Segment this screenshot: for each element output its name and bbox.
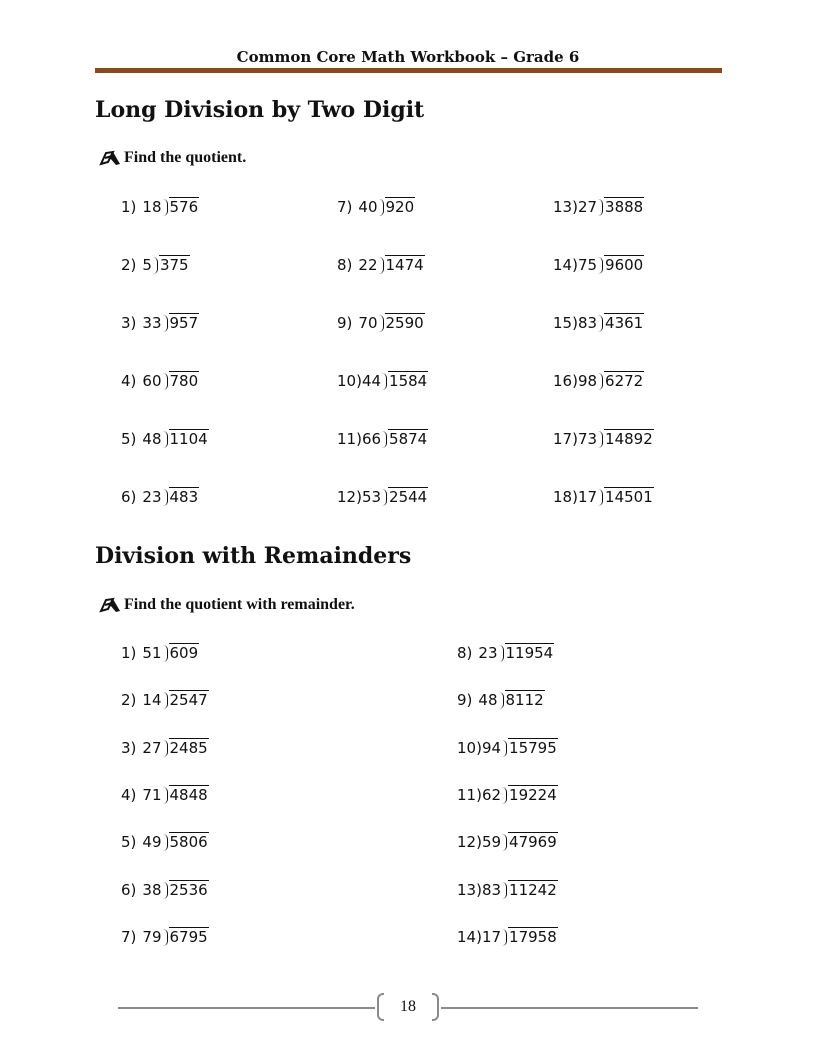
- divisor: 98: [577, 372, 598, 390]
- divisor: 59: [481, 833, 502, 852]
- dividend: 9600: [605, 256, 644, 274]
- divisor: 38: [142, 880, 162, 899]
- division-bracket: [163, 199, 168, 216]
- division-bracket: [163, 645, 168, 662]
- divisor: 44: [361, 372, 382, 390]
- problem-number: 7): [121, 927, 137, 946]
- division-problem: [553, 429, 654, 448]
- division-bracket: [153, 257, 158, 274]
- division-bracket: [163, 882, 168, 899]
- division-bracket: [598, 199, 603, 216]
- division-bracket: [379, 315, 384, 332]
- dividend: 4848: [169, 785, 208, 804]
- instruction-remainders: [99, 596, 355, 614]
- problem-number: 8): [457, 644, 473, 662]
- dividend: 11954: [505, 644, 554, 662]
- dividend: 2547: [169, 691, 208, 710]
- section-title-remainders: Division with Remainders: [95, 543, 412, 569]
- divisor: 22: [358, 256, 378, 274]
- division-problem: [553, 371, 644, 390]
- divisor: 83: [577, 314, 598, 332]
- instruction-long-division: [99, 149, 246, 167]
- division-problem: [337, 371, 428, 390]
- division-problem: [337, 429, 428, 448]
- header-divider: [95, 68, 722, 73]
- division-problem: [553, 313, 644, 332]
- problem-number: 11): [457, 785, 482, 804]
- division-bracket: [502, 834, 507, 851]
- footer-brace-right: [432, 993, 439, 1021]
- problem-number: 4): [121, 785, 137, 804]
- divisor: 75: [577, 256, 598, 274]
- problem-number: 3): [121, 738, 137, 757]
- division-bracket: [598, 373, 603, 390]
- division-problem: [457, 643, 554, 662]
- divisor: 48: [478, 691, 498, 710]
- footer-rule-left: [118, 1007, 375, 1009]
- footer-rule-right: [441, 1007, 698, 1009]
- problem-number: 12): [337, 488, 362, 506]
- dividend: 780: [169, 372, 199, 390]
- division-bracket: [502, 882, 507, 899]
- division-problem: [337, 197, 415, 216]
- instruction-text: Find the quotient.: [124, 149, 247, 166]
- dividend: 15795: [509, 738, 557, 757]
- divisor: 27: [577, 198, 598, 216]
- page-number: 18: [400, 998, 416, 1015]
- dividend: 2485: [169, 738, 208, 757]
- division-problem: [337, 255, 425, 274]
- division-bracket: [598, 431, 603, 448]
- problem-number: 15): [553, 314, 578, 332]
- division-bracket: [499, 645, 504, 662]
- dividend: 6795: [169, 927, 208, 946]
- problem-number: 10): [457, 738, 482, 757]
- dividend: 3888: [605, 198, 644, 216]
- problem-number: 8): [337, 256, 353, 274]
- workbook-header-title: Common Core Math Workbook – Grade 6: [236, 48, 580, 66]
- dividend: 576: [169, 198, 199, 216]
- problem-number: 13): [457, 880, 482, 899]
- divisor: 71: [142, 785, 162, 804]
- divisor: 48: [142, 430, 162, 448]
- dividend: 47969: [509, 833, 557, 852]
- division-bracket: [163, 834, 168, 851]
- instruction-text: Find the quotient with remainder.: [124, 596, 355, 613]
- division-problem: [457, 690, 545, 709]
- dividend: 375: [159, 256, 189, 274]
- problem-number: 5): [121, 833, 137, 852]
- dividend: 920: [385, 198, 415, 216]
- problem-number: 18): [553, 488, 578, 506]
- division-bracket: [163, 787, 168, 804]
- division-problem: [553, 197, 644, 216]
- divisor: 62: [481, 785, 502, 804]
- divisor: 17: [481, 927, 502, 946]
- division-problem: [121, 738, 209, 757]
- problem-number: 5): [121, 430, 137, 448]
- problem-number: 4): [121, 372, 137, 390]
- division-bracket: [163, 929, 168, 946]
- division-bracket: [499, 692, 504, 709]
- dividend: 1104: [169, 430, 208, 448]
- division-bracket: [163, 431, 168, 448]
- division-problem: [121, 371, 199, 390]
- division-problem: [121, 785, 209, 804]
- problem-number: 17): [553, 430, 578, 448]
- dividend: 1584: [389, 372, 428, 390]
- division-problem: [121, 832, 209, 851]
- problem-number: 11): [337, 430, 362, 448]
- division-problem: [121, 927, 209, 946]
- division-problem: [121, 197, 199, 216]
- problem-number: 7): [337, 198, 353, 216]
- dividend: 8112: [505, 691, 544, 710]
- division-bracket: [598, 489, 603, 506]
- problem-number: 14): [553, 256, 578, 274]
- dividend: 19224: [509, 785, 557, 804]
- problem-number: 9): [457, 691, 473, 710]
- footer-brace-left: [377, 993, 384, 1021]
- division-bracket: [163, 373, 168, 390]
- division-problem: [457, 927, 558, 946]
- division-bracket: [598, 315, 603, 332]
- division-bracket: [382, 431, 387, 448]
- dividend: 14501: [605, 488, 653, 506]
- division-problem: [337, 313, 425, 332]
- divisor: 40: [358, 198, 378, 216]
- division-bracket: [379, 199, 384, 216]
- division-bracket: [502, 929, 507, 946]
- divisor: 66: [361, 430, 382, 448]
- division-problem: [121, 255, 190, 274]
- division-bracket: [382, 489, 387, 506]
- divisor: 51: [142, 644, 162, 662]
- problem-number: 13): [553, 198, 578, 216]
- division-bracket: [163, 489, 168, 506]
- dividend: 5806: [169, 833, 208, 852]
- divisor: 27: [142, 738, 162, 757]
- dividend: 17958: [509, 927, 557, 946]
- divisor: 53: [361, 488, 382, 506]
- dividend: 2536: [169, 880, 208, 899]
- division-problem: [457, 738, 558, 757]
- divisor: 17: [577, 488, 598, 506]
- dividend: 2544: [389, 488, 428, 506]
- dividend: 1474: [385, 256, 424, 274]
- problem-number: 3): [121, 314, 137, 332]
- division-problem: [121, 643, 199, 662]
- problem-number: 6): [121, 880, 137, 899]
- dividend: 609: [169, 644, 199, 662]
- division-bracket: [502, 787, 507, 804]
- problem-number: 9): [337, 314, 353, 332]
- division-bracket: [163, 692, 168, 709]
- division-problem: [121, 690, 209, 709]
- pencil-icon: [99, 149, 123, 167]
- division-problem: [337, 487, 428, 506]
- dividend: 4361: [605, 314, 644, 332]
- division-problem: [553, 255, 644, 274]
- division-bracket: [163, 315, 168, 332]
- division-problem: [121, 313, 199, 332]
- divisor: 18: [142, 198, 162, 216]
- problem-number: 1): [121, 198, 137, 216]
- division-problem: [457, 880, 558, 899]
- divisor: 79: [142, 927, 162, 946]
- dividend: 957: [169, 314, 199, 332]
- dividend: 14892: [605, 430, 653, 448]
- divisor: 23: [142, 488, 162, 506]
- dividend: 6272: [605, 372, 644, 390]
- division-bracket: [598, 257, 603, 274]
- division-problem: [121, 429, 209, 448]
- division-bracket: [163, 740, 168, 757]
- problem-number: 6): [121, 488, 137, 506]
- division-problem: [553, 487, 654, 506]
- divisor: 5: [142, 256, 152, 274]
- divisor: 94: [481, 738, 502, 757]
- dividend: 2590: [385, 314, 424, 332]
- division-bracket: [382, 373, 387, 390]
- problem-number: 14): [457, 927, 482, 946]
- dividend: 483: [169, 488, 199, 506]
- problem-number: 12): [457, 833, 482, 852]
- pencil-icon: [99, 596, 123, 614]
- divisor: 83: [481, 880, 502, 899]
- problem-number: 10): [337, 372, 362, 390]
- division-bracket: [379, 257, 384, 274]
- dividend: 11242: [509, 880, 557, 899]
- problem-number: 1): [121, 644, 137, 662]
- division-problem: [457, 785, 558, 804]
- section-title-long-division: Long Division by Two Digit: [95, 97, 425, 123]
- division-problem: [121, 880, 209, 899]
- divisor: 49: [142, 833, 162, 852]
- divisor: 60: [142, 372, 162, 390]
- dividend: 5874: [389, 430, 428, 448]
- problem-number: 2): [121, 691, 137, 710]
- problem-number: 2): [121, 256, 137, 274]
- problem-number: 16): [553, 372, 578, 390]
- division-bracket: [502, 740, 507, 757]
- divisor: 73: [577, 430, 598, 448]
- divisor: 14: [142, 691, 162, 710]
- divisor: 23: [478, 644, 498, 662]
- division-problem: [121, 487, 199, 506]
- divisor: 70: [358, 314, 378, 332]
- division-problem: [457, 832, 558, 851]
- divisor: 33: [142, 314, 162, 332]
